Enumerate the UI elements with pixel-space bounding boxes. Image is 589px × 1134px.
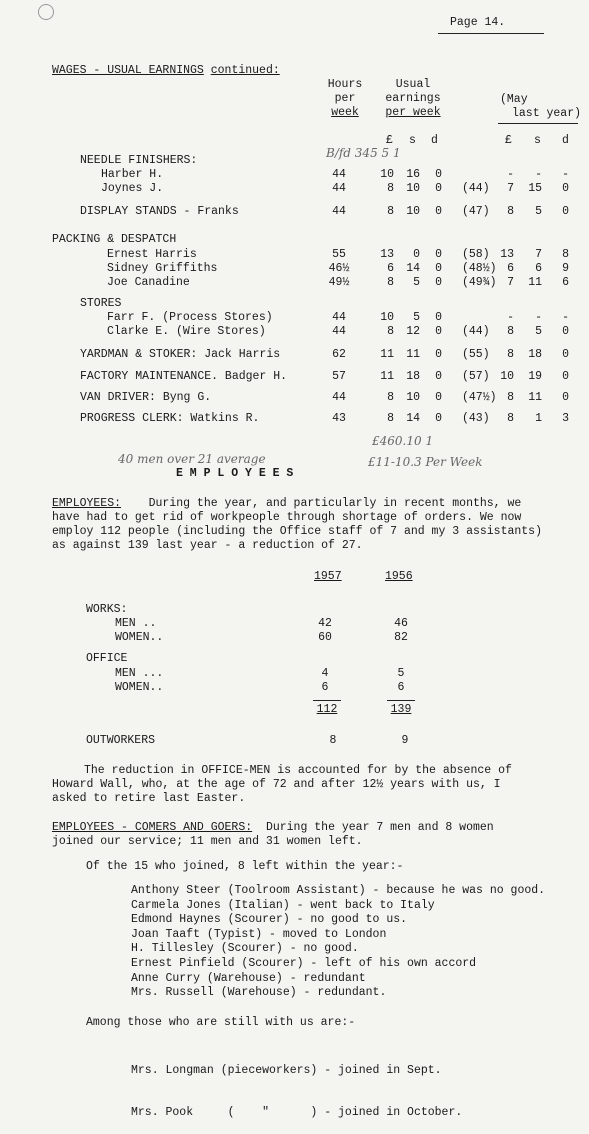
office-men-1956: 5 xyxy=(397,667,405,680)
wage-l: 8 xyxy=(387,412,394,425)
last-d: 6 xyxy=(562,276,569,289)
office-reduction-para xyxy=(52,764,512,806)
last-l: 8 xyxy=(507,325,514,338)
total-1957: 112 xyxy=(316,703,338,716)
year-1957: 1957 xyxy=(314,570,342,583)
wage-hours: 44 xyxy=(332,325,346,338)
wage-d: 0 xyxy=(435,276,442,289)
comers-para-line: During the year 7 men and 8 women xyxy=(265,821,494,834)
wage-d: 0 xyxy=(435,205,442,218)
handwritten-average-per-week: £11-10.3 Per Week xyxy=(368,455,483,469)
hours-col-line: week xyxy=(331,106,359,119)
wage-hours: 57 xyxy=(332,370,346,383)
office-women-label: WOMEN.. xyxy=(115,681,164,694)
outworkers-1956: 9 xyxy=(401,734,409,747)
last-d: 0 xyxy=(562,325,569,338)
wage-d: 0 xyxy=(435,325,442,338)
last-l: - xyxy=(507,168,514,181)
wage-d: 0 xyxy=(435,182,442,195)
wage-hours: 44 xyxy=(332,311,346,324)
outworkers-1957: 8 xyxy=(329,734,337,747)
last-hours: (44) xyxy=(462,325,490,338)
wage-l: 10 xyxy=(380,311,394,324)
wage-s: 10 xyxy=(406,391,420,404)
wage-hours: 44 xyxy=(332,391,346,404)
employees-para-label: EMPLOYEES: xyxy=(52,497,122,510)
wage-name: Farr F. (Process Stores) xyxy=(107,311,273,324)
usual-col-line: earnings xyxy=(385,92,441,105)
last-d: 8 xyxy=(562,248,569,261)
wage-l: 11 xyxy=(380,370,394,383)
last-s: 1 xyxy=(535,412,542,425)
page-number: Page 14. xyxy=(450,16,506,29)
wage-l: 13 xyxy=(380,248,394,261)
works-men-1957: 42 xyxy=(318,617,332,630)
wage-d: 0 xyxy=(435,262,442,275)
last-hours: (55) xyxy=(462,348,490,361)
wage-s: 14 xyxy=(406,262,420,275)
last-hours: (57) xyxy=(462,370,490,383)
wages-heading-suffix: continued: xyxy=(210,64,280,77)
last-d: 0 xyxy=(562,182,569,195)
wage-hours: 49½ xyxy=(328,276,350,289)
wage-s: 18 xyxy=(406,370,420,383)
wage-s: 11 xyxy=(406,348,420,361)
list-item: Joan Taaft (Typist) - moved to London xyxy=(131,927,387,941)
last-s: 15 xyxy=(528,182,542,195)
lsd-shilling-header-last: s xyxy=(534,134,541,147)
works-women-1956: 82 xyxy=(394,631,408,644)
last-d: 0 xyxy=(562,370,569,383)
hours-col-header xyxy=(322,78,368,120)
wage-hours: 43 xyxy=(332,412,346,425)
office-label: OFFICE xyxy=(86,652,128,665)
works-women-1957: 60 xyxy=(318,631,332,644)
wage-d: 0 xyxy=(435,311,442,324)
last-l: 13 xyxy=(500,248,514,261)
last-hours: (43) xyxy=(462,412,490,425)
last-s: 7 xyxy=(535,248,542,261)
employees-para xyxy=(52,497,542,553)
last-hours: (47) xyxy=(462,205,490,218)
still-intro: Among those who are still with us are:- xyxy=(86,1016,356,1029)
wages-heading xyxy=(52,64,280,78)
wage-d: 0 xyxy=(435,370,442,383)
last-d: - xyxy=(562,168,569,181)
wage-s: 5 xyxy=(413,311,420,324)
wage-l: 8 xyxy=(387,205,394,218)
list-item: Ernest Pinfield (Scourer) - left of his own accord xyxy=(131,956,477,970)
comers-goers-label: EMPLOYEES - COMERS AND GOERS: xyxy=(52,821,253,834)
wage-name: Clarke E. (Wire Stores) xyxy=(107,325,266,338)
still-list xyxy=(131,1036,462,1134)
wage-name: FACTORY MAINTENANCE. Badger H. xyxy=(80,370,288,383)
lsd-pence-header: d xyxy=(431,134,438,147)
works-label: WORKS: xyxy=(86,603,128,616)
last-year-col-header xyxy=(500,93,581,121)
wage-d: 0 xyxy=(435,168,442,181)
page-header-rule xyxy=(438,33,544,34)
office-para-line: The reduction in OFFICE-MEN is accounted for by the absence of xyxy=(84,764,512,777)
wage-d: 0 xyxy=(435,348,442,361)
list-item: Mrs. Pook ( " ) - joined in October. xyxy=(131,1106,463,1119)
last-l: - xyxy=(507,311,514,324)
wage-name: Joynes J. xyxy=(101,182,164,195)
wage-l: 8 xyxy=(387,325,394,338)
handwritten-men-average: 40 men over 21 average xyxy=(118,452,266,466)
wage-name: VAN DRIVER: Byng G. xyxy=(80,391,212,404)
last-d: 0 xyxy=(562,205,569,218)
last-hours: (58) xyxy=(462,248,490,261)
last-hours: (44) xyxy=(462,182,490,195)
last-l: 8 xyxy=(507,391,514,404)
wage-l: 8 xyxy=(387,276,394,289)
last-hours: (47½) xyxy=(462,391,497,404)
handwritten-total: £460.10 1 xyxy=(372,434,434,448)
wage-name: Ernest Harris xyxy=(107,248,197,261)
comers-para-line: joined our service; 11 men and 31 women left. xyxy=(52,835,363,848)
last-s: 11 xyxy=(528,276,542,289)
wage-s: 5 xyxy=(413,276,420,289)
wages-heading-title: WAGES - USUAL EARNINGS xyxy=(52,64,204,77)
wage-s: 12 xyxy=(406,325,420,338)
left-intro: Of the 15 who joined, 8 left within the year:- xyxy=(86,860,404,873)
usual-col-line: per week xyxy=(385,106,441,119)
office-men-label: MEN ... xyxy=(115,667,164,680)
wage-hours: 44 xyxy=(332,182,346,195)
wage-l: 11 xyxy=(380,348,394,361)
last-year-col-line: last year) xyxy=(512,107,582,120)
employees-para-line: have had to get rid of workpeople through shortage of orders. We now xyxy=(52,511,522,524)
group-title: PACKING & DESPATCH xyxy=(52,233,177,246)
last-year-header-rule xyxy=(498,123,578,124)
employees-para-line: employ 112 people (including the Office staff of 7 and my 3 assistants) xyxy=(52,525,542,538)
wage-name: Joe Canadine xyxy=(107,276,190,289)
last-hours: (49¾) xyxy=(462,276,497,289)
works-men-label: MEN .. xyxy=(115,617,157,630)
left-list xyxy=(131,884,545,1001)
wage-l: 6 xyxy=(387,262,394,275)
last-l: 8 xyxy=(507,205,514,218)
employees-para-line: During the year, and particularly in recent months, we xyxy=(148,497,522,510)
year-1956: 1956 xyxy=(385,570,413,583)
office-women-1957: 6 xyxy=(321,681,329,694)
wage-s: 10 xyxy=(406,205,420,218)
last-s: 6 xyxy=(535,262,542,275)
wage-d: 0 xyxy=(435,391,442,404)
wage-hours: 46½ xyxy=(328,262,350,275)
wage-s: 0 xyxy=(413,248,420,261)
last-s: 5 xyxy=(535,325,542,338)
list-item: Anthony Steer (Toolroom Assistant) - because he was no good. xyxy=(131,884,546,897)
hours-col-line: per xyxy=(334,92,356,105)
hours-col-line: Hours xyxy=(327,78,363,91)
office-para-line: asked to retire last Easter. xyxy=(52,792,246,805)
last-l: 6 xyxy=(507,262,514,275)
wage-s: 16 xyxy=(406,168,420,181)
wage-hours: 55 xyxy=(332,248,346,261)
wage-d: 0 xyxy=(435,248,442,261)
wage-l: 8 xyxy=(387,182,394,195)
last-s: 19 xyxy=(528,370,542,383)
usual-col-line: Usual xyxy=(395,78,431,91)
wage-name: PROGRESS CLERK: Watkins R. xyxy=(80,412,260,425)
list-item: Mrs. Longman (pieceworkers) - joined in Sept. xyxy=(131,1064,442,1077)
lsd-shilling-header: s xyxy=(409,134,416,147)
lsd-pound-header-last: £ xyxy=(505,134,512,147)
last-hours: (48½) xyxy=(462,262,497,275)
last-l: 10 xyxy=(500,370,514,383)
wage-hours: 44 xyxy=(332,168,346,181)
last-s: - xyxy=(535,311,542,324)
works-men-1956: 46 xyxy=(394,617,408,630)
wage-s: 10 xyxy=(406,182,420,195)
total-1956: 139 xyxy=(390,703,412,716)
last-l: 7 xyxy=(507,276,514,289)
wage-name: Harber H. xyxy=(101,168,164,181)
wage-name: YARDMAN & STOKER: Jack Harris xyxy=(80,348,281,361)
last-d: 9 xyxy=(562,262,569,275)
wage-hours: 62 xyxy=(332,348,346,361)
wage-name: DISPLAY STANDS - Franks xyxy=(80,205,239,218)
brought-forward-note: B/fd 345 5 1 xyxy=(326,146,401,160)
total-rule-1956 xyxy=(387,700,415,701)
last-d: 3 xyxy=(562,412,569,425)
office-para-line: Howard Wall, who, at the age of 72 and after 12½ years with us, I xyxy=(52,778,501,791)
lsd-pence-header-last: d xyxy=(562,134,569,147)
office-women-1956: 6 xyxy=(397,681,405,694)
employees-title: E M P L O Y E E S xyxy=(176,467,294,480)
last-year-col-line: (May xyxy=(500,93,528,106)
last-s: - xyxy=(535,168,542,181)
usual-col-header xyxy=(380,78,446,120)
last-s: 18 xyxy=(528,348,542,361)
group-title: STORES xyxy=(80,297,122,310)
comers-goers-para xyxy=(52,821,494,849)
outworkers-label: OUTWORKERS xyxy=(86,734,156,747)
wage-l: 10 xyxy=(380,168,394,181)
last-s: 11 xyxy=(528,391,542,404)
last-d: - xyxy=(562,311,569,324)
last-d: 0 xyxy=(562,348,569,361)
wage-hours: 44 xyxy=(332,205,346,218)
list-item: H. Tillesley (Scourer) - no good. xyxy=(131,942,359,956)
works-women-label: WOMEN.. xyxy=(115,631,164,644)
wage-s: 14 xyxy=(406,412,420,425)
list-item: Edmond Haynes (Scourer) - no good to us. xyxy=(131,913,408,927)
employees-para-line: as against 139 last year - a reduction of 27. xyxy=(52,539,363,552)
list-item: Anne Curry (Warehouse) - redundant xyxy=(131,971,366,985)
group-title: NEEDLE FINISHERS: xyxy=(80,154,198,167)
last-l: 8 xyxy=(507,348,514,361)
lsd-pound-header: £ xyxy=(386,134,393,147)
total-rule-1957 xyxy=(313,700,341,701)
office-men-1957: 4 xyxy=(321,667,329,680)
last-l: 8 xyxy=(507,412,514,425)
wage-l: 8 xyxy=(387,391,394,404)
punch-hole-mark xyxy=(38,4,54,20)
wage-name: Sidney Griffiths xyxy=(107,262,218,275)
list-item: Mrs. Russell (Warehouse) - redundant. xyxy=(131,986,387,1000)
last-l: 7 xyxy=(507,182,514,195)
last-s: 5 xyxy=(535,205,542,218)
wage-d: 0 xyxy=(435,412,442,425)
last-d: 0 xyxy=(562,391,569,404)
list-item: Carmela Jones (Italian) - went back to Italy xyxy=(131,898,435,912)
